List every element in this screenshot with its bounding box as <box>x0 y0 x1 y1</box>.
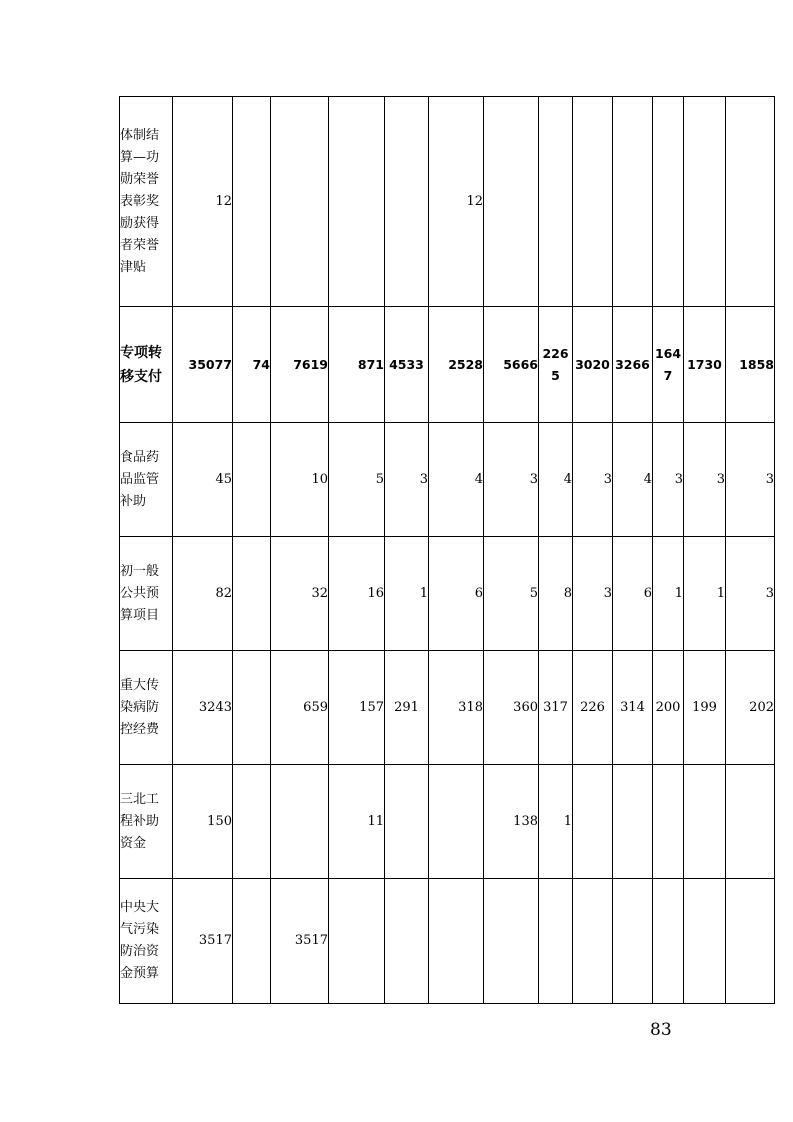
table-cell: 3 <box>726 423 775 537</box>
table-cell: 226 <box>573 651 613 765</box>
table-cell: 202 <box>726 651 775 765</box>
table-body <box>120 97 775 1004</box>
table-cell: 200 <box>653 651 684 765</box>
table-cell: 1 <box>684 537 726 651</box>
table-cell <box>329 879 385 1004</box>
row-label: 初一般公共预算项目 <box>120 537 173 651</box>
table-cell: 6 <box>613 537 653 651</box>
table-cell <box>429 879 484 1004</box>
table-cell: 4 <box>613 423 653 537</box>
row-label: 中央大气污染防治资金预算 <box>120 879 173 1004</box>
table-cell: 318 <box>429 651 484 765</box>
table-cell: 8 <box>539 537 573 651</box>
table-row <box>120 765 775 879</box>
table-cell <box>613 97 653 307</box>
table-cell <box>573 879 613 1004</box>
table-cell <box>233 423 271 537</box>
table-cell: 1 <box>385 537 429 651</box>
row-label: 三北工程补助资金 <box>120 765 173 879</box>
table-cell <box>429 765 484 879</box>
table-cell: 1858 <box>726 307 775 423</box>
table-cell <box>726 879 775 1004</box>
table-cell: 199 <box>684 651 726 765</box>
table-cell: 10 <box>271 423 329 537</box>
table-cell <box>653 765 684 879</box>
table-cell: 291 <box>385 651 429 765</box>
table-cell <box>539 97 573 307</box>
table-cell: 16 <box>329 537 385 651</box>
table-cell: 314 <box>613 651 653 765</box>
table-cell <box>484 879 539 1004</box>
table-cell: 3 <box>726 537 775 651</box>
table-cell <box>233 537 271 651</box>
table-cell: 7619 <box>271 307 329 423</box>
table-cell: 1647 <box>653 307 684 423</box>
table-cell <box>684 765 726 879</box>
table-cell: 12 <box>429 97 484 307</box>
table-cell: 82 <box>173 537 233 651</box>
table-cell <box>573 765 613 879</box>
table-cell: 4 <box>539 423 573 537</box>
table-cell <box>233 651 271 765</box>
table-cell <box>484 97 539 307</box>
table-cell: 5 <box>329 423 385 537</box>
table-cell <box>271 765 329 879</box>
table-cell: 11 <box>329 765 385 879</box>
table-cell: 12 <box>173 97 233 307</box>
table-cell: 3 <box>573 423 613 537</box>
table-row <box>120 97 775 307</box>
table-cell: 3517 <box>173 879 233 1004</box>
table-cell <box>385 97 429 307</box>
table-cell <box>233 879 271 1004</box>
table-cell <box>329 97 385 307</box>
table-cell: 74 <box>233 307 271 423</box>
table-cell <box>653 879 684 1004</box>
table-cell: 4 <box>429 423 484 537</box>
table-cell: 1730 <box>684 307 726 423</box>
table-cell: 150 <box>173 765 233 879</box>
budget-table <box>119 96 775 1004</box>
table-cell: 3020 <box>573 307 613 423</box>
table-row <box>120 537 775 651</box>
table-cell: 3 <box>653 423 684 537</box>
table-row <box>120 307 775 423</box>
table-cell: 32 <box>271 537 329 651</box>
row-label: 食品药品监管补助 <box>120 423 173 537</box>
table-cell <box>573 97 613 307</box>
table-cell: 317 <box>539 651 573 765</box>
table-cell <box>613 765 653 879</box>
table-cell: 2265 <box>539 307 573 423</box>
table-cell <box>539 879 573 1004</box>
table-row <box>120 879 775 1004</box>
table-cell: 5 <box>484 537 539 651</box>
page-number: 83 <box>650 1020 672 1040</box>
row-label: 体制结算—功勋荣誉表彰奖励获得者荣誉津贴 <box>120 97 173 307</box>
table-cell: 3243 <box>173 651 233 765</box>
table-cell <box>726 765 775 879</box>
table-cell <box>653 97 684 307</box>
row-label: 专项转移支付 <box>120 307 173 423</box>
table-cell: 4533 <box>385 307 429 423</box>
table-cell: 6 <box>429 537 484 651</box>
table-cell: 3 <box>573 537 613 651</box>
table-cell <box>613 879 653 1004</box>
table-cell: 3517 <box>271 879 329 1004</box>
table-row <box>120 651 775 765</box>
table-cell: 3 <box>684 423 726 537</box>
table-row <box>120 423 775 537</box>
table-cell: 360 <box>484 651 539 765</box>
table-cell <box>233 97 271 307</box>
table-cell <box>385 879 429 1004</box>
table-cell <box>684 879 726 1004</box>
table-cell: 138 <box>484 765 539 879</box>
table-cell: 871 <box>329 307 385 423</box>
table-cell <box>726 97 775 307</box>
table-cell <box>385 765 429 879</box>
table-cell: 1 <box>539 765 573 879</box>
table-cell: 1 <box>653 537 684 651</box>
table-cell: 3 <box>385 423 429 537</box>
table-cell: 45 <box>173 423 233 537</box>
table-cell: 2528 <box>429 307 484 423</box>
table-cell: 3 <box>484 423 539 537</box>
table-cell <box>271 97 329 307</box>
table-cell: 157 <box>329 651 385 765</box>
table-cell: 659 <box>271 651 329 765</box>
table-cell: 5666 <box>484 307 539 423</box>
table-cell <box>684 97 726 307</box>
table-cell <box>233 765 271 879</box>
table-cell: 35077 <box>173 307 233 423</box>
row-label: 重大传染病防控经费 <box>120 651 173 765</box>
table-cell: 3266 <box>613 307 653 423</box>
